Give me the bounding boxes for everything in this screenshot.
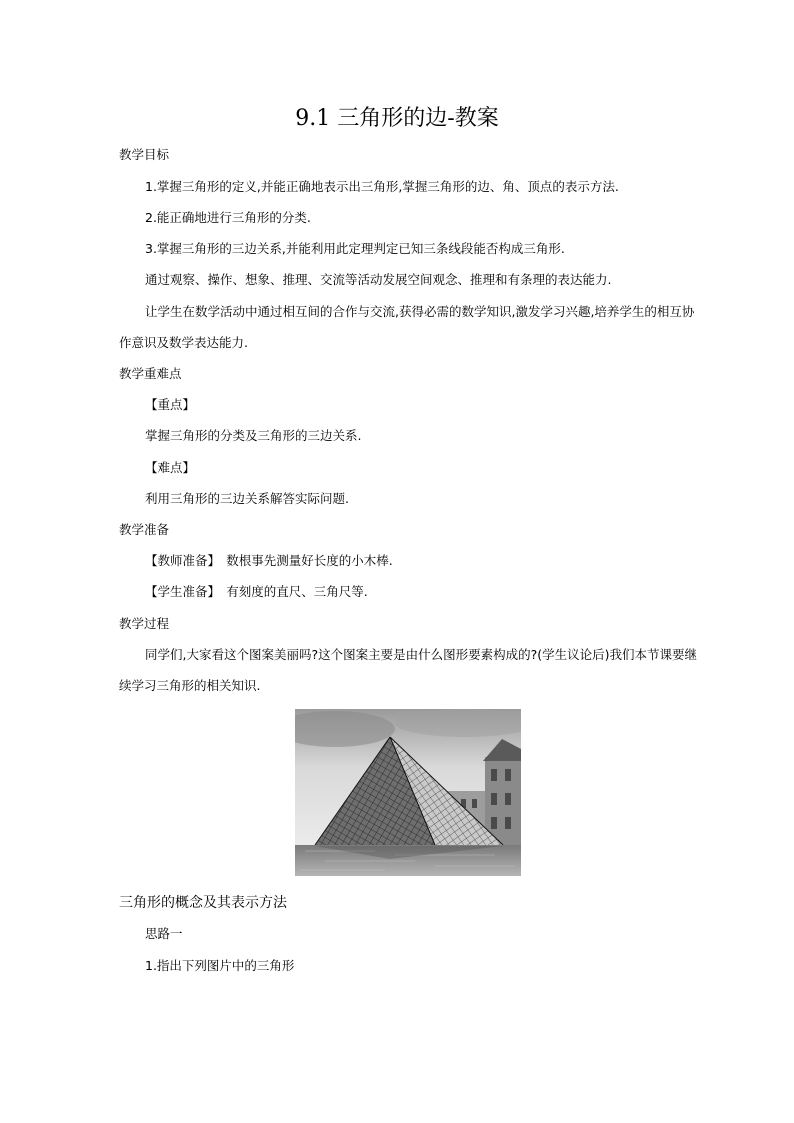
objective-item: 通过观察、操作、想象、推理、交流等活动发展空间观念、推理和有条理的表达能力. bbox=[145, 272, 612, 287]
objective-continuation: 作意识及数学表达能力. bbox=[119, 335, 248, 350]
document-title: 9.1 三角形的边-教案 bbox=[295, 106, 499, 131]
concept-idea: 思路一 bbox=[145, 926, 183, 941]
louvre-pyramid-photo bbox=[295, 709, 521, 876]
focus-label: 【重点】 bbox=[145, 397, 196, 412]
difficulty-label: 【难点】 bbox=[145, 460, 196, 475]
objective-item: 3.掌握三角形的三边关系,并能利用此定理判定已知三条线段能否构成三角形. bbox=[145, 241, 565, 256]
concept-heading: 三角形的概念及其表示方法 bbox=[119, 895, 287, 911]
concept-task: 1.指出下列图片中的三角形 bbox=[145, 958, 295, 973]
process-intro-continued: 续学习三角形的相关知识. bbox=[119, 678, 261, 693]
difficulty-text: 利用三角形的三边关系解答实际问题. bbox=[145, 491, 349, 506]
objective-item: 2.能正确地进行三角形的分类. bbox=[145, 210, 311, 225]
process-heading: 教学过程 bbox=[119, 616, 170, 631]
keypoints-heading: 教学重难点 bbox=[119, 366, 182, 381]
objectives-heading: 教学目标 bbox=[119, 147, 170, 162]
process-intro: 同学们,大家看这个图案美丽吗?这个图案主要是由什么图形要素构成的?(学生议论后)我们本节课要继 bbox=[145, 647, 697, 662]
objective-item: 让学生在数学活动中通过相互间的合作与交流,获得必需的数学知识,激发学习兴趣,培养学生的相互协 bbox=[145, 304, 695, 319]
preparation-heading: 教学准备 bbox=[119, 522, 170, 537]
teacher-preparation: 【教师准备】 数根事先测量好长度的小木棒. bbox=[145, 553, 393, 568]
objective-item: 1.掌握三角形的定义,并能正确地表示出三角形,掌握三角形的边、角、顶点的表示方法. bbox=[145, 179, 619, 194]
focus-text: 掌握三角形的分类及三角形的三边关系. bbox=[145, 428, 362, 443]
student-preparation: 【学生准备】 有刻度的直尺、三角尺等. bbox=[145, 584, 368, 599]
